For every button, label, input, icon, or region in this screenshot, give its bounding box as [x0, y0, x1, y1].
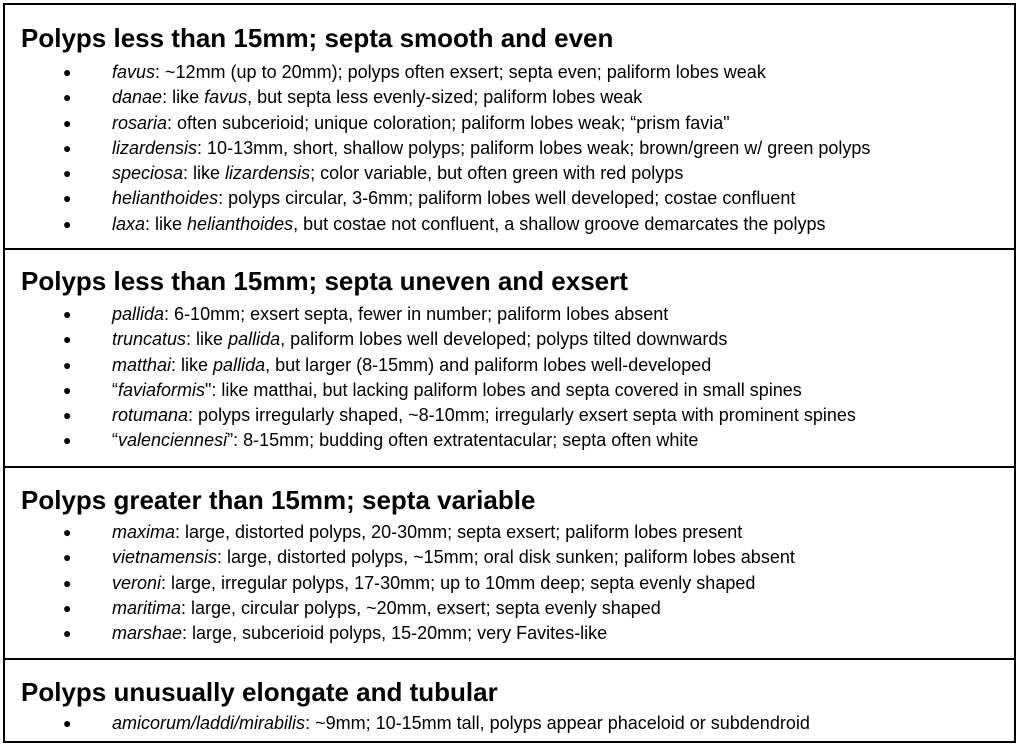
bullet-icon: ● [63, 89, 72, 106]
list-item [5, 621, 1014, 646]
bullet-icon: ● [63, 432, 72, 449]
species-name: helianthoides [112, 188, 219, 209]
bullet-icon: ● [63, 524, 72, 540]
species-name: pallida [112, 304, 165, 324]
bullet-icon: ● [63, 407, 72, 424]
open-quote: “ [112, 379, 118, 400]
bullet-icon: ● [63, 190, 72, 207]
list-item [5, 353, 1014, 378]
bullet-icon: ● [63, 331, 72, 348]
list-item [5, 571, 1014, 596]
species-description: : large, subcerioid polyps, 15-20mm; very Favites-like [182, 623, 608, 644]
species-reference: favus [204, 87, 248, 108]
species-name: rosaria [112, 112, 168, 133]
species-list [5, 711, 1014, 736]
species-description: : often subcerioid; unique coloration; paliform lobes weak; “prism favia" [167, 112, 730, 133]
bullet-icon: ● [63, 64, 72, 80]
section-heading: Polyps less than 15mm; septa uneven and exsert [21, 266, 628, 296]
section-uneven-exsert [5, 248, 1014, 466]
species-description-cont: ; color variable, but often green with red polyps [310, 163, 684, 184]
species-list [5, 302, 1014, 454]
list-item [5, 596, 1014, 621]
species-description: : polyps irregularly shaped, ~8-10mm; irregularly exsert septa with prominent spines [188, 405, 856, 426]
species-name: amicorum/laddi/mirabilis [112, 713, 306, 733]
bullet-icon: ● [63, 381, 72, 398]
species-description: ”: 8-15mm; budding often extratentacular; septa often white [227, 430, 699, 451]
species-description: : like [145, 213, 188, 234]
species-description: : ~12mm (up to 20mm); polyps often exsert; septa even; paliform lobes weak [155, 62, 766, 82]
species-name: veroni [112, 572, 162, 593]
species-name: laxa [112, 213, 146, 234]
species-reference: lizardensis [225, 163, 311, 184]
bullet-icon: ● [63, 306, 72, 322]
species-description: : large, circular polyps, ~20mm, exsert; septa evenly shaped [181, 597, 661, 618]
list-item [5, 545, 1014, 570]
bullet-icon: ● [63, 574, 72, 591]
bullet-icon: ● [63, 715, 72, 731]
species-description-cont: , but septa less evenly-sized; paliform lobes weak [247, 87, 643, 108]
list-item [5, 186, 1014, 211]
section-heading: Polyps greater than 15mm; septa variable [21, 485, 536, 515]
species-description-cont: , paliform lobes well developed; polyps tilted downwards [280, 329, 728, 350]
species-list [5, 520, 1014, 646]
bullet-icon: ● [63, 625, 72, 642]
species-name: danae [112, 87, 163, 108]
species-description: : 10-13mm, short, shallow polyps; paliform lobes weak; brown/green w/ green polyps [197, 137, 871, 158]
list-item [5, 136, 1014, 161]
species-description: : like [183, 163, 226, 184]
species-description: ": like matthai, but lacking paliform lobes and septa covered in small spines [205, 379, 802, 400]
species-name: vietnamensis [112, 547, 218, 568]
species-name: maxima [112, 522, 176, 542]
list-item [5, 302, 1014, 327]
species-description: : like [186, 329, 229, 350]
bullet-icon: ● [63, 549, 72, 566]
list-item [5, 85, 1014, 110]
species-description: : ~9mm; 10-15mm tall, polyps appear phaceloid or subdendroid [305, 713, 810, 733]
species-name: maritima [112, 597, 182, 618]
section-elongate-tubular [5, 658, 1014, 741]
list-item [5, 111, 1014, 136]
species-table [3, 3, 1016, 743]
section-smooth-even [5, 5, 1014, 248]
species-description: : 6-10mm; exsert septa, fewer in number; paliform lobes absent [164, 304, 669, 324]
list-item [5, 161, 1014, 186]
bullet-icon: ● [63, 114, 72, 131]
species-description-cont: , but costae not confluent, a shallow groove demarcates the polyps [293, 213, 826, 234]
bullet-icon: ● [63, 139, 72, 156]
species-name: marshae [112, 623, 183, 644]
species-description: : like [171, 354, 214, 375]
species-description: : large, irregular polyps, 17-30mm; up to 10mm deep; septa evenly shaped [161, 572, 756, 593]
species-name: rotumana [112, 405, 189, 426]
species-name: matthai [112, 354, 172, 375]
species-description: : polyps circular, 3-6mm; paliform lobes well developed; costae confluent [218, 188, 796, 209]
section-heading: Polyps less than 15mm; septa smooth and even [21, 23, 614, 53]
list-item [5, 711, 1014, 736]
species-name: faviaformis [118, 379, 206, 400]
list-item [5, 428, 1014, 453]
species-name: valenciennesi [118, 430, 228, 451]
species-name: truncatus [112, 329, 187, 350]
species-reference: pallida [213, 354, 266, 375]
list-item [5, 212, 1014, 237]
list-item [5, 403, 1014, 428]
list-item [5, 520, 1014, 545]
bullet-icon: ● [63, 215, 72, 232]
species-description-cont: , but larger (8-15mm) and paliform lobes well-developed [265, 354, 712, 375]
list-item [5, 378, 1014, 403]
species-description: : like [162, 87, 205, 108]
species-name: speciosa [112, 163, 184, 184]
species-reference: pallida [228, 329, 281, 350]
species-name: lizardensis [112, 137, 198, 158]
open-quote: “ [112, 430, 118, 451]
list-item [5, 327, 1014, 352]
list-item [5, 60, 1014, 85]
species-reference: helianthoides [187, 213, 294, 234]
section-greater-variable [5, 466, 1014, 658]
bullet-icon: ● [63, 165, 72, 182]
bullet-icon: ● [63, 356, 72, 373]
species-list [5, 60, 1014, 237]
species-description: : large, distorted polyps, 20-30mm; septa exsert; paliform lobes present [175, 522, 743, 542]
species-name: favus [112, 62, 156, 82]
section-heading: Polyps unusually elongate and tubular [21, 677, 498, 707]
bullet-icon: ● [63, 599, 72, 616]
species-description: : large, distorted polyps, ~15mm; oral disk sunken; paliform lobes absent [217, 547, 795, 568]
